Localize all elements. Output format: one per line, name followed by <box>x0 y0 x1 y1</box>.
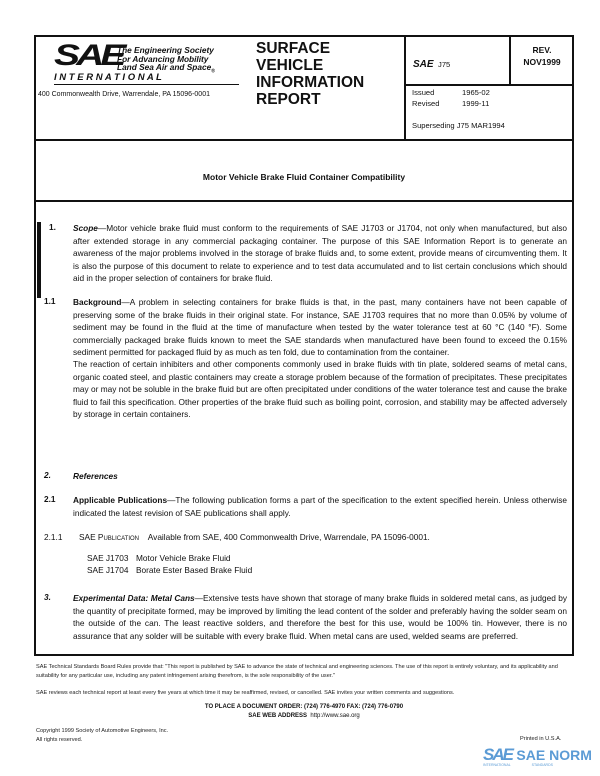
logo-rule <box>54 84 239 85</box>
section-applicable-publications <box>73 494 567 519</box>
section-heading: Scope <box>73 223 98 233</box>
section-text: Available from SAE, 400 Commonwealth Drive, Warrendale, PA 15096-0001. <box>147 532 430 542</box>
reference-title: Motor Vehicle Brake Fluid <box>136 553 231 563</box>
revised-value: 1999-11 <box>462 98 490 108</box>
dates <box>412 88 490 109</box>
section-background <box>73 296 567 359</box>
issued-label: Issued <box>412 88 435 97</box>
section-heading: SAE Publication <box>79 532 140 542</box>
reference-list <box>87 553 252 576</box>
sae-norm-watermark <box>483 745 592 767</box>
revision <box>511 44 573 68</box>
section-number: 2.1.1 <box>44 532 63 542</box>
report-type-line: REPORT <box>256 91 321 108</box>
sae-address: 400 Commonwealth Drive, Warrendale, PA 15096-0001 <box>38 91 210 98</box>
watermark-mark: SAE <box>483 745 512 764</box>
divider <box>34 200 574 202</box>
copyright <box>36 727 168 745</box>
rev-label: REV. <box>532 45 552 55</box>
change-bar <box>37 222 41 298</box>
rev-date: NOV1999 <box>523 57 561 67</box>
section-number: 3. <box>44 592 51 602</box>
doc-number-value: J75 <box>438 60 451 69</box>
rights-line: All rights reserved. <box>36 737 83 743</box>
sae-international: I N T E R N A T I O N A L <box>54 72 162 83</box>
reference-id: SAE J1703 <box>87 553 129 563</box>
reference-item <box>87 565 252 577</box>
section-sae-publication <box>79 531 430 544</box>
copyright-line: Copyright 1999 Society of Automotive Engineers, Inc. <box>36 728 169 734</box>
reference-title: Borate Ester Based Brake Fluid <box>136 564 253 575</box>
report-type-line: INFORMATION <box>256 74 365 91</box>
printed-in: Printed in U.S.A. <box>520 736 562 742</box>
registered-mark: ® <box>211 68 215 75</box>
revised-label: Revised <box>412 98 440 108</box>
tagline-line: The Engineering Society <box>117 45 214 55</box>
watermark-text: SAE NORM <box>516 747 592 763</box>
order-line: TO PLACE A DOCUMENT ORDER: (724) 776-4970 FAX: (724) 776-0790 <box>204 704 404 710</box>
policy-note: SAE Technical Standards Board Rules provide that: "This report is published by SAE to advance the state of technical and engineering sciences. The use of this report is entirely voluntary, and its applicability and suitability for any particular use, including any patent infringement arising therefrom, is the sole responsibility of the user." <box>36 664 558 679</box>
issued-value: 1965-02 <box>462 88 490 97</box>
section-heading: Background <box>73 297 122 307</box>
divider <box>404 84 574 86</box>
section-text: —A problem in selecting containers for brake fluids is that, in the past, many containers have not been capable of preserving some of the brake fluids in their original state. For instance, SAE J1703 requires that no more than 0.05% by volume of sediment may be found in the fluid at the time of manufacture when tested by the water tolerance test at 60 °C (140 °F). Some commercially packaged brake fluids known to meet the SAE standards when manufactured have been found to exceed the 0.15% sediment permitted for packaged fluid by as much as ten fold, due to contamination from the container. <box>73 297 567 358</box>
report-type <box>256 40 364 108</box>
section-heading: Experimental Data: Metal Cans <box>73 593 195 603</box>
review-note: SAE reviews each technical report at least every five years at which time it may be reaffirmed, revised, or cancelled. SAE invites your written comments and suggestions. <box>36 690 455 696</box>
divider <box>34 139 574 141</box>
web-label: SAE WEB ADDRESS <box>248 713 308 719</box>
section-experimental-data <box>73 592 567 642</box>
watermark-sub2: STANDARDS <box>531 763 553 767</box>
section-heading: Applicable Publications <box>73 495 168 505</box>
section-number: 2. <box>44 470 51 480</box>
section-number: 1. <box>49 222 56 232</box>
sae-mark-small: SAE <box>413 59 434 70</box>
order-info <box>34 703 574 721</box>
document-title: Motor Vehicle Brake Fluid Container Compatibility <box>202 172 406 182</box>
reference-item <box>87 553 252 565</box>
section-text: The reaction of certain inhibiters and other components commonly used in brake fluids with tin plate, soldered seams of metal cans, organic coated steel, and plastic containers may create a storage problem because of the formation of precipitates. These precipitates may or may not be soluble in the brake fluid but are often precipitated under conditions of the water tolerance test and cause the brake fluid to fail this specification. Other properties of the brake fluid such as boiling point, corrosion, and stability may be affected adversely by storage in certain containers. <box>73 359 567 420</box>
sae-logo-mark: SAE <box>54 39 123 72</box>
section-text: —Extensive tests have shown that storage of many brake fluids in soldered metal cans, as judged by the quantity of precipitate formed, may be improved by limiting the lead content of the solder and preferably having the solder seam on the outside of the can. The least reactive solders, and therefore the best for this use, would be 100% tin. However, there is no assurance that any solder will be suitable with every brake fluid. When metal cans are used, welded seams are preferred. <box>73 593 568 641</box>
watermark-sub: INTERNATIONAL <box>483 763 511 767</box>
section-number: 2.1 <box>44 494 56 504</box>
section-number: 1.1 <box>44 296 56 306</box>
doc-number <box>413 54 450 72</box>
tagline-line: Land Sea Air and Space <box>117 62 212 73</box>
superseding: Superseding J75 MAR1994 <box>412 121 505 130</box>
reference-id: SAE J1704 <box>87 564 129 575</box>
tagline-line: For Advancing Mobility <box>117 53 209 64</box>
divider <box>404 35 406 140</box>
section-text: —The following publication forms a part of the specification to the extent specified herein. Unless otherwise indicated the latest revision of SAE publications shall apply. <box>73 495 567 518</box>
report-type-line: SURFACE <box>256 40 331 57</box>
web-link[interactable]: http://www.sae.org <box>310 713 360 719</box>
report-type-line: VEHICLE <box>256 57 324 74</box>
section-heading: References <box>73 471 118 481</box>
section-scope <box>73 222 567 285</box>
section-text: —Motor vehicle brake fluid must conform to the requirements of SAE J1703 or J1704, not only when manufactured, but also after extended storage in any commercial packaging container. The purpose of this SAE Information Report is to generate an awareness of the major problems involved in the storage of brake fluids and, to some extent, provide means of circumventing them. It is also the purpose of this document to relate to experience and to test data accumulated and to list certain conclusions which should aid in the proper selection of containers for brake fluid. <box>73 223 567 284</box>
